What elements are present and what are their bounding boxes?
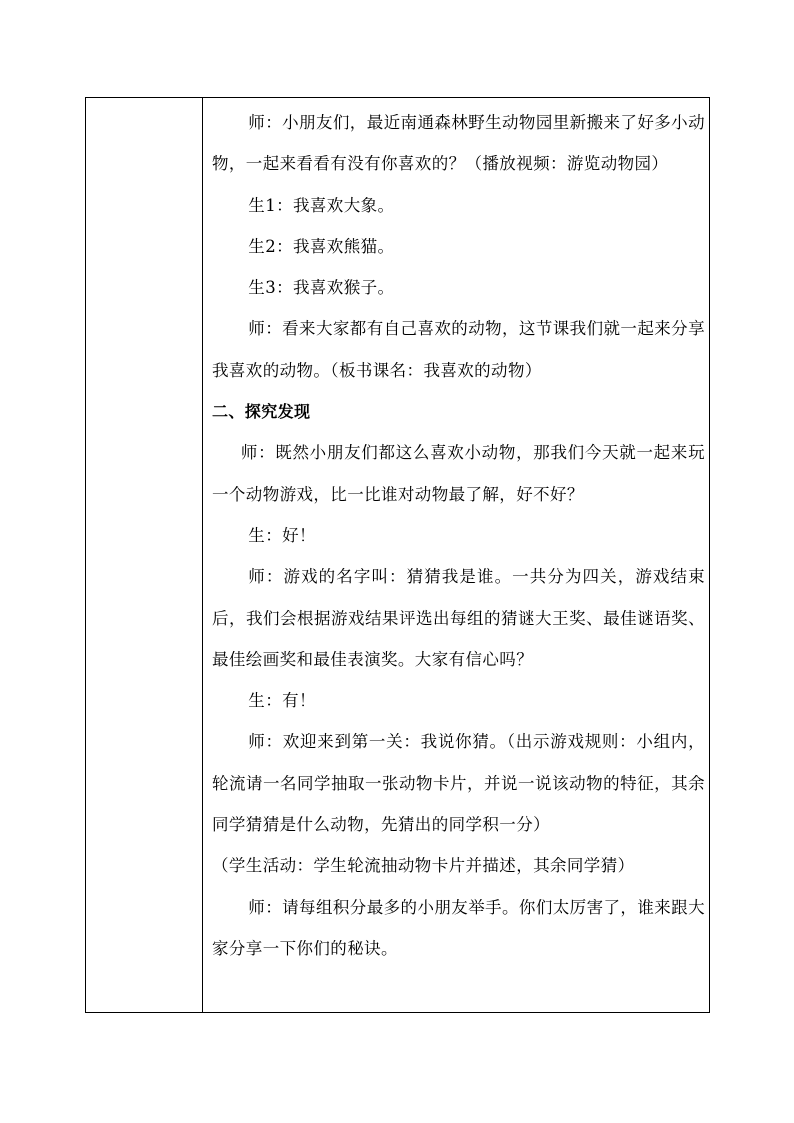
teacher-game-rules-paragraph: 师：游戏的名字叫：猜猜我是谁。一共分为四关，游戏结束后，我们会根据游戏结果评选出每组的猜谜大王奖、最佳谜语奖、最佳绘画奖和最佳表演奖。大家有信心吗？: [212, 567, 705, 669]
student-reply-yes: 生：有！: [248, 691, 316, 711]
student-reply-ok: 生：好！: [248, 525, 316, 545]
student-activity-note: （学生活动：学生轮流抽动物卡片并描述，其余同学猜）: [212, 856, 635, 876]
lesson-content-cell: [203, 98, 710, 1013]
student2-response: 生2：我喜欢熊猫。: [248, 236, 395, 256]
lesson-plan-table: [85, 97, 710, 1013]
student3-response: 生3：我喜欢猴子。: [248, 278, 395, 298]
lesson-content: [203, 98, 709, 969]
teacher-intro-paragraph: 师：小朋友们，最近南通森林野生动物园里新搬来了好多小动物，一起来看看有没有你喜欢的？（播放视频：游览动物园）: [212, 113, 705, 174]
teacher-first-level-paragraph: 师：欢迎来到第一关：我说你猜。（出示游戏规则：小组内，轮流请一名同学抽取一张动物卡片，并说一说该动物的特征，其余同学猜猜是什么动物，先猜出的同学积一分）: [212, 732, 705, 835]
section-label-cell: [86, 98, 203, 1013]
student1-response: 生1：我喜欢大象。: [248, 195, 395, 215]
teacher-closing-paragraph: 师：请每组积分最多的小朋友举手。你们太厉害了，谁来跟大家分享一下你们的秘诀。: [212, 897, 705, 958]
teacher-summary-paragraph: 师：看来大家都有自己喜欢的动物，这节课我们就一起来分享我喜欢的动物。（板书课名：我喜欢的动物）: [212, 319, 705, 380]
teacher-game-intro-paragraph: 师：既然小朋友们都这么喜欢小动物，那我们今天就一起来玩一个动物游戏，比一比谁对动物最了解，好不好？: [212, 443, 705, 504]
table-row: [86, 98, 710, 1013]
section-heading: 二、探究发现: [212, 402, 311, 422]
